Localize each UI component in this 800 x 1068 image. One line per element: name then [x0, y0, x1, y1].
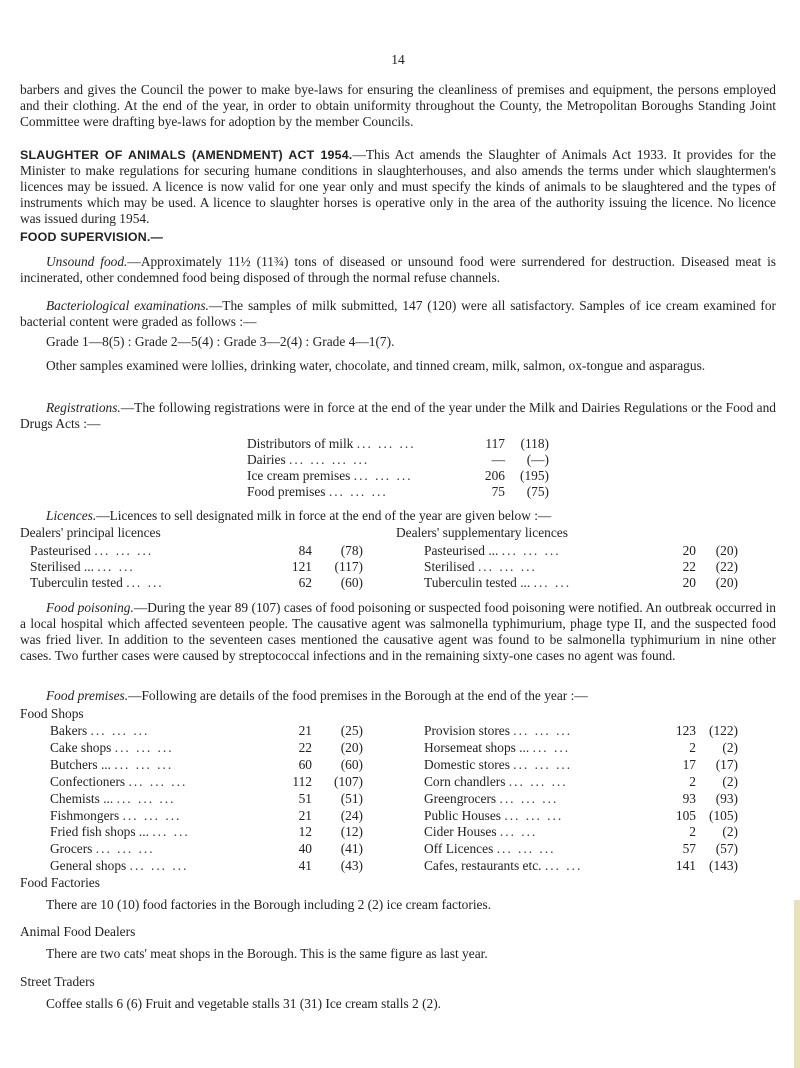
row-value: 2 — [689, 773, 696, 789]
row-value: 40 — [298, 841, 312, 857]
table-row — [424, 824, 537, 840]
registrations-paragraph — [20, 400, 776, 432]
row-label: Cake shops — [50, 739, 112, 755]
row-label: Pasteurised ... — [424, 543, 499, 558]
row-label: Distributors of milk — [247, 436, 354, 451]
row-label: Corn chandlers — [424, 773, 506, 789]
row-value: 57 — [682, 841, 696, 857]
row-prev: (43) — [340, 858, 363, 874]
row-value: 41 — [298, 858, 312, 874]
row-dots: ... ... ... — [328, 484, 388, 499]
table-row — [424, 808, 563, 824]
row-prev: (20) — [340, 739, 363, 755]
row-value: 22 — [682, 559, 696, 574]
row-dots: ... ... ... — [513, 756, 573, 772]
row-value: 112 — [292, 773, 312, 789]
row-prev: (2) — [722, 824, 738, 840]
table-row — [247, 452, 369, 468]
row-label: Food premises — [247, 484, 326, 499]
table-row — [247, 436, 416, 452]
row-prev: (2) — [722, 773, 738, 789]
row-dots: ... ... ... — [129, 858, 189, 874]
page-edge — [794, 900, 800, 1068]
row-value: 12 — [298, 824, 312, 840]
row-label: Cider Houses — [424, 824, 497, 840]
row-label: Bakers — [50, 723, 88, 738]
table-row — [30, 543, 153, 559]
premises-label: Food premises. — [46, 688, 129, 703]
row-value: 21 — [298, 807, 312, 823]
factories-heading: Food Factories — [20, 875, 100, 890]
table-row — [424, 723, 572, 739]
row-dots: ... ... ... — [477, 559, 537, 574]
premises-text: —Following are details of the food premises in the Borough at the end of the year :— — [128, 688, 588, 703]
table-row — [424, 774, 568, 790]
row-label: Dairies — [247, 452, 286, 467]
row-dots: ... ... ... — [501, 543, 561, 558]
row-value: 75 — [491, 484, 505, 499]
unsound-text: —Approximately 11½ (11¾) tons of diseased or unsound food were surrendered for destruction. Diseased meat is incinerated, other condemned food being disposed of through the normal refuse channels. — [20, 254, 776, 285]
row-dots: ... ... ... — [496, 841, 556, 857]
licences-label: Licences. — [46, 508, 97, 523]
row-prev: (24) — [340, 807, 363, 823]
row-prev: (20) — [715, 575, 738, 590]
food-supervision-heading: FOOD SUPERVISION.— — [20, 230, 164, 244]
table-row — [424, 757, 572, 773]
row-dots: ... ... — [533, 575, 572, 590]
table-row — [424, 858, 582, 874]
row-label: Domestic stores — [424, 756, 510, 772]
row-dots: ... ... ... — [513, 723, 573, 738]
row-dots: ... ... ... — [353, 468, 413, 483]
table-row — [247, 468, 413, 484]
unsound-paragraph — [20, 254, 776, 286]
row-prev: (195) — [519, 468, 549, 483]
row-prev: (17) — [715, 756, 738, 772]
row-dots: ... ... — [152, 824, 190, 840]
intro-paragraph: barbers and gives the Council the power to make bye-laws for ensuring the cleanliness of premises and equipment, the persons employed and their clothing. At the end of the year, in order to obtain uniformity throughout the County, the Metropolitan Boroughs Standing Joint Committee were drafting bye-laws for adoption by the member Councils. — [20, 82, 776, 129]
row-prev: (122) — [708, 723, 738, 738]
row-label: Butchers ... — [50, 756, 111, 772]
row-value: — — [491, 452, 505, 467]
row-dots: ... ... ... — [508, 773, 568, 789]
row-dots: ... ... — [97, 559, 135, 574]
row-prev: (41) — [340, 841, 363, 857]
table-row — [30, 575, 164, 591]
row-prev: (22) — [715, 559, 738, 574]
row-dots: ... ... ... — [504, 807, 564, 823]
table-row — [247, 484, 388, 500]
dealers-heading: Animal Food Dealers — [20, 924, 136, 939]
row-dots: ... ... ... — [128, 773, 188, 789]
row-dots: ... ... ... — [122, 807, 182, 823]
row-dots: ... ... — [532, 739, 571, 755]
table-row — [424, 740, 570, 756]
table-row — [424, 791, 558, 807]
table-row — [50, 757, 173, 773]
row-dots: ... ... ... — [114, 756, 174, 772]
dealers-text: There are two cats' meat shops in the Borough. This is the same figure as last year. — [46, 946, 488, 961]
poisoning-text: —During the year 89 (107) cases of food poisoning or suspected food poisoning were notified. An outbreak occurred in a local hospital which affected seventeen people. The causative agent was salmonella typhimurium, phage type II, and the suspected food was fried liver. In addition to the seventeen cases mentioned the causative agent was found to be salmonella typhimurium in nine other cases. Two further cases were caused by streptococcal infections and in the remaining sixty-one cases no agent was found. — [20, 600, 776, 663]
row-value: 51 — [298, 790, 312, 806]
other-samples-paragraph: Other samples examined were lollies, drinking water, chocolate, and tinned cream, milk, salmon, ox-tongue and asparagus. — [46, 358, 706, 373]
row-value: 17 — [682, 756, 696, 772]
principal-heading: Dealers' principal licences — [20, 525, 161, 540]
street-heading: Street Traders — [20, 974, 95, 989]
row-label: Tuberculin tested ... — [424, 575, 531, 590]
row-prev: (105) — [708, 807, 738, 823]
row-prev: (57) — [715, 841, 738, 857]
row-dots: ... ... ... — [95, 841, 155, 857]
premises-paragraph — [20, 688, 776, 704]
row-prev: (143) — [708, 858, 738, 874]
table-row — [424, 559, 537, 575]
supplementary-heading: Dealers' supplementary licences — [396, 525, 568, 540]
row-dots: ... ... — [126, 575, 164, 590]
row-value: 62 — [298, 575, 312, 590]
row-label: Tuberculin tested — [30, 575, 123, 590]
row-dots: ... ... ... — [356, 436, 416, 451]
row-label: Sterilised — [424, 559, 475, 574]
row-prev: (60) — [340, 575, 363, 590]
row-label: Greengrocers — [424, 790, 497, 806]
row-prev: (12) — [340, 824, 363, 840]
row-label: Ice cream premises — [247, 468, 351, 483]
row-label: General shops — [50, 858, 127, 874]
row-label: Sterilised ... — [30, 559, 94, 574]
row-prev: (2) — [722, 739, 738, 755]
table-row — [50, 858, 188, 874]
table-row — [424, 543, 561, 559]
row-prev: (20) — [715, 543, 738, 558]
licences-text: —Licences to sell designated milk in force at the end of the year are given below :— — [96, 508, 552, 523]
table-row — [50, 824, 190, 840]
row-label: Fried fish shops ... — [50, 824, 149, 840]
slaughter-text: —This Act amends the Slaughter of Animals Act 1933. It provides for the Minister to make regulations for securing humane conditions in slaughterhouses, and also amends the terms under which slaughtermen's licences may be issued. A licence is now valid for one year only and must specify the kinds of animals to be slaughtered and the types of instruments which may be used. A licence to slaughter horses is operative only in the area of the authority issuing the licence. No licence was issued during 1954. — [20, 147, 776, 226]
table-row — [50, 791, 175, 807]
row-prev: (—) — [526, 452, 549, 467]
row-label: Fishmongers — [50, 807, 120, 823]
row-value: 84 — [298, 543, 312, 558]
row-value: 141 — [675, 858, 696, 874]
row-label: Cafes, restaurants etc. — [424, 858, 542, 874]
table-row — [424, 841, 555, 857]
row-prev: (51) — [340, 790, 363, 806]
page-number: 14 — [391, 52, 405, 67]
row-prev: (93) — [715, 790, 738, 806]
row-prev: (107) — [333, 773, 363, 789]
bacteriological-text: —The samples of milk submitted, 147 (120) were all satisfactory. Samples of ice cream examined for bacterial content were graded as follows :— — [20, 298, 776, 329]
row-prev: (78) — [340, 543, 363, 558]
row-label: Provision stores — [424, 723, 510, 738]
poisoning-paragraph — [20, 600, 776, 664]
row-dots: ... ... — [544, 858, 583, 874]
row-label: Confectioners — [50, 773, 126, 789]
table-row — [424, 575, 571, 591]
row-label: Grocers — [50, 841, 93, 857]
row-value: 20 — [682, 575, 696, 590]
row-dots: ... ... ... — [499, 790, 559, 806]
row-prev: (118) — [520, 436, 549, 451]
row-label: Pasteurised — [30, 543, 91, 558]
row-value: 123 — [675, 723, 696, 738]
row-dots: ... ... ... — [116, 790, 176, 806]
row-value: 206 — [484, 468, 505, 483]
row-dots: ... ... ... ... — [289, 452, 370, 467]
row-value: 21 — [298, 723, 312, 738]
table-row — [30, 559, 135, 575]
row-value: 105 — [675, 807, 696, 823]
row-prev: (25) — [340, 723, 363, 738]
row-dots: ... ... ... — [114, 739, 174, 755]
row-label: Horsemeat shops ... — [424, 739, 530, 755]
table-row — [50, 841, 155, 857]
factories-text: There are 10 (10) food factories in the Borough including 2 (2) ice cream factories. — [46, 897, 492, 912]
row-dots: ... ... ... — [90, 723, 150, 738]
row-value: 121 — [291, 559, 312, 574]
row-value: 117 — [485, 436, 505, 451]
row-dots: ... ... — [499, 824, 538, 840]
row-value: 2 — [689, 739, 696, 755]
row-label: Chemists ... — [50, 790, 114, 806]
row-value: 20 — [682, 543, 696, 558]
registrations-label: Registrations. — [46, 400, 121, 415]
row-prev: (117) — [334, 559, 363, 574]
licences-paragraph — [20, 508, 776, 524]
table-row — [50, 774, 187, 790]
table-row — [50, 808, 181, 824]
registrations-text: —The following registrations were in force at the end of the year under the Milk and Dairies Regulations or the Food and Drugs Acts :— — [20, 400, 776, 431]
row-value: 93 — [682, 790, 696, 806]
row-value: 2 — [689, 824, 696, 840]
bacteriological-paragraph — [20, 298, 776, 330]
row-prev: (60) — [340, 756, 363, 772]
food-shops-heading: Food Shops — [20, 706, 84, 721]
slaughter-paragraph — [20, 147, 776, 227]
unsound-label: Unsound food. — [46, 254, 128, 269]
row-dots: ... ... ... — [94, 543, 154, 558]
table-row — [50, 740, 174, 756]
row-prev: (75) — [526, 484, 549, 499]
grades-line: Grade 1—8(5) : Grade 2—5(4) : Grade 3—2(4) : Grade 4—1(7). — [46, 334, 395, 349]
table-row — [50, 723, 149, 739]
row-label: Public Houses — [424, 807, 501, 823]
bacteriological-label: Bacteriological examinations. — [46, 298, 209, 313]
street-text: Coffee stalls 6 (6) Fruit and vegetable stalls 31 (31) Ice cream stalls 2 (2). — [46, 996, 442, 1011]
poisoning-label: Food poisoning. — [46, 600, 134, 615]
row-value: 60 — [298, 756, 312, 772]
row-label: Off Licences — [424, 841, 494, 857]
row-value: 22 — [298, 739, 312, 755]
slaughter-heading: SLAUGHTER OF ANIMALS (AMENDMENT) ACT 1954. — [20, 148, 353, 162]
